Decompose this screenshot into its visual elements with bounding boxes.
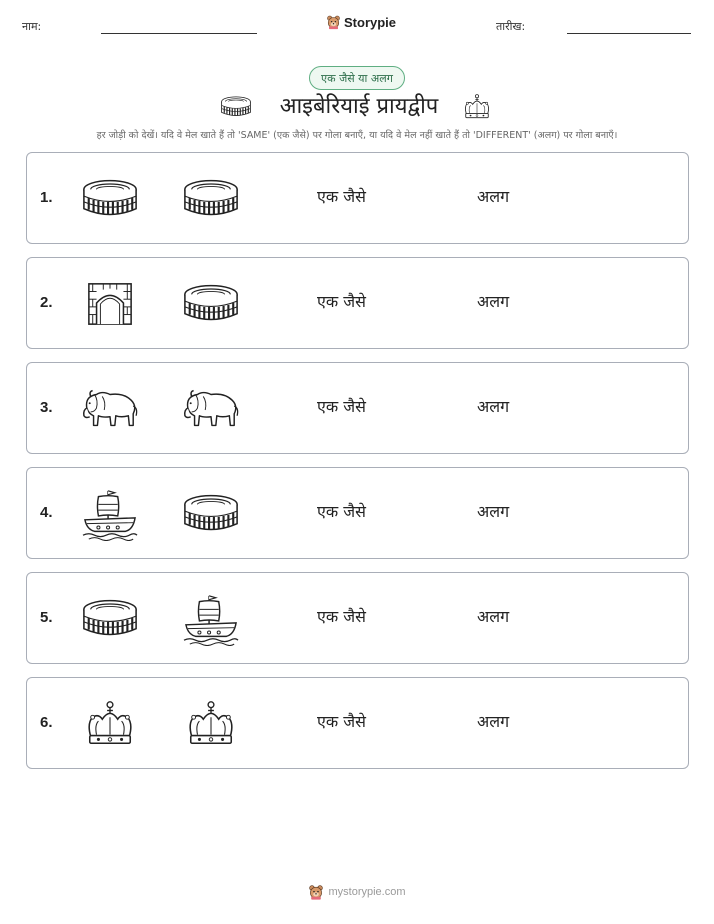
page-title: आइबेरियाई प्रायद्वीप <box>279 94 439 119</box>
right-picture <box>182 171 240 227</box>
colosseum-icon <box>220 94 252 120</box>
right-picture <box>182 381 240 437</box>
question-number: 4. <box>40 504 53 521</box>
brand-name: Storypie <box>344 14 397 30</box>
worksheet-tag: एक जैसे या अलग <box>309 66 405 90</box>
bear-icon <box>326 14 341 30</box>
date-label: तारीख: <box>496 20 526 33</box>
same-option[interactable]: एक जैसे <box>317 187 366 206</box>
title-row <box>0 90 714 126</box>
right-picture <box>182 591 240 647</box>
question-card <box>26 362 689 454</box>
different-option[interactable]: अलग <box>477 397 510 416</box>
different-option[interactable]: अलग <box>477 502 510 521</box>
stone-arch-icon <box>85 280 135 328</box>
bison-icon <box>182 386 240 432</box>
crown-icon <box>184 699 238 749</box>
same-option[interactable]: एक जैसे <box>317 397 366 416</box>
left-picture <box>81 171 139 227</box>
same-option[interactable]: एक जैसे <box>317 292 366 311</box>
question-number: 5. <box>40 609 53 626</box>
left-picture <box>81 381 139 437</box>
different-option[interactable]: अलग <box>477 292 510 311</box>
brand-logo <box>326 14 396 30</box>
same-option[interactable]: एक जैसे <box>317 712 366 731</box>
worksheet-header <box>0 12 714 42</box>
question-number: 1. <box>40 189 53 206</box>
colosseum-icon <box>182 282 240 326</box>
instructions: हर जोड़ी को देखें। यदि वे मेल खाते हैं तो 'SAME' (एक जैसे) पर गोला बनाएँ, या यदि वे मेल नहीं खाते हैं तो 'DIFFERENT' (अलग) पर गोला बनाएँ। <box>96 130 618 141</box>
ship-icon <box>81 487 139 541</box>
footer <box>0 883 714 901</box>
crown-icon <box>462 92 492 122</box>
name-line[interactable] <box>101 33 257 34</box>
question-card <box>26 572 689 664</box>
right-picture <box>182 696 240 752</box>
footer-link[interactable]: mystorypie.com <box>328 886 406 898</box>
question-card <box>26 677 689 769</box>
same-option[interactable]: एक जैसे <box>317 607 366 626</box>
question-number: 2. <box>40 294 53 311</box>
question-number: 6. <box>40 714 53 731</box>
colosseum-icon <box>182 492 240 536</box>
right-picture <box>182 486 240 542</box>
bison-icon <box>81 386 139 432</box>
name-label: नाम: <box>22 20 42 33</box>
left-picture <box>81 591 139 647</box>
different-option[interactable]: अलग <box>477 187 510 206</box>
colosseum-icon <box>81 597 139 641</box>
crown-icon <box>83 699 137 749</box>
question-number: 3. <box>40 399 53 416</box>
same-option[interactable]: एक जैसे <box>317 502 366 521</box>
question-card <box>26 152 689 244</box>
left-picture <box>81 696 139 752</box>
different-option[interactable]: अलग <box>477 712 510 731</box>
different-option[interactable]: अलग <box>477 607 510 626</box>
question-card <box>26 467 689 559</box>
ship-icon <box>182 592 240 646</box>
colosseum-icon <box>182 177 240 221</box>
colosseum-icon <box>81 177 139 221</box>
left-picture <box>81 486 139 542</box>
right-picture <box>182 276 240 332</box>
date-line[interactable] <box>567 33 691 34</box>
left-picture <box>81 276 139 332</box>
question-card <box>26 257 689 349</box>
bear-icon <box>308 883 324 901</box>
